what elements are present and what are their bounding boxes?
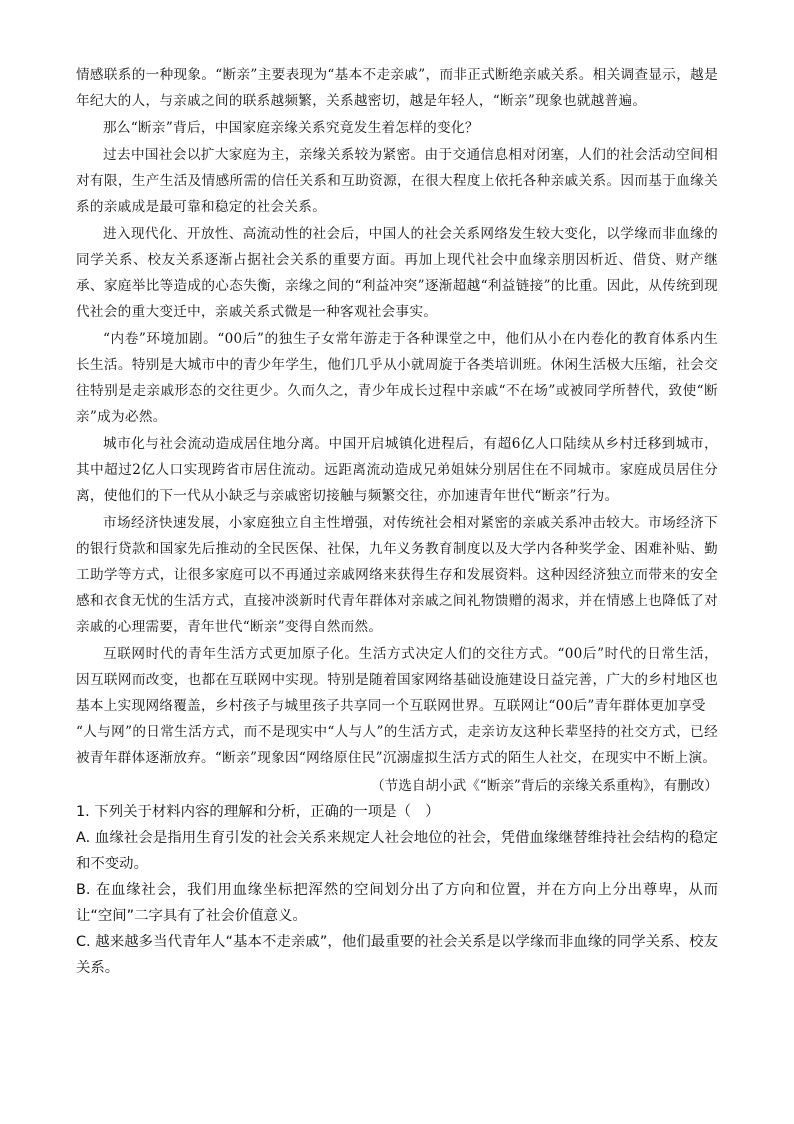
passage-paragraph-9: “人与网”的日常生活方式，而不是现实中“人与人”的生活方式，走亲访友这种长辈坚持的社交方式，已经被青年群体逐渐放弃。“断亲”现象因“网络原住民”沉溺虚拟生活方式的陌生人社交，在现实中不断上演。	[76, 724, 718, 766]
question-option-a: A. 血缘社会是指用生育引发的社会关系来规定人社会地位的社会，凭借血缘继替维持社会结构的稳定和不变动。	[76, 830, 718, 872]
question-stem: 1. 下列关于材料内容的理解和分析，正确的一项是（ ）	[76, 804, 440, 820]
question-block	[76, 799, 718, 981]
passage-paragraph-7: 市场经济快速发展，小家庭独立自主性增强，对传统社会相对紧密的亲戚关系冲击较大。市场经济下的银行贷款和国家先后推动的全民医保、社保，九年义务教育制度以及大学内各种奖学金、困难补贴、勤工助学等方式，让很多家庭可以不再通过亲戚网络来获得生存和发展资料。这种因经济独立而带来的安全感和衣食无忧的生活方式，直接冲淡新时代青年群体对亲戚之间礼物馈赠的渴求，并在情感上也降低了对亲戚的心理需要，青年世代“断亲”变得自然而然。	[76, 515, 718, 635]
passage-source: （节选自胡小武《“断亲”背后的亲缘关系重构》，有删改）	[371, 778, 718, 794]
reading-passage	[76, 62, 718, 799]
passage-paragraph-8: 互联网时代的青年生活方式更加原子化。生活方式决定人们的交往方式。“00后”时代的日常生活，因互联网而改变，也都在互联网中实现。特别是随着国家网络基础设施建设日益完善，广大的乡村地区也基本上实现网络覆盖，乡村孩子与城里孩子共享同一个互联网世界。互联网让“00后”青年群体更加享受	[76, 646, 718, 714]
document-content	[76, 62, 718, 981]
passage-paragraph-5: “内卷”环境加剧。“00后”的独生子女常年游走于各种课堂之中，他们从小在内卷化的教育体系内生长生活。特别是大城市中的青少年学生，他们几乎从小就周旋于各类培训班。休闲生活极大压缩，社会交往特别是走亲戚形态的交往更少。久而久之，青少年成长过程中亲戚“不在场”或被同学所替代，致使“断亲”成为必然。	[76, 331, 718, 425]
passage-paragraph-3: 过去中国社会以扩大家庭为主，亲缘关系较为紧密。由于交通信息相对闭塞，人们的社会活动空间相对有限，生产生活及情感所需的信任关系和互助资源，在很大程度上依托各种亲戚关系。因而基于血缘关系的亲戚成是最可靠和稳定的社会关系。	[76, 147, 718, 215]
question-option-c: C. 越来越多当代青年人“基本不走亲戚”，他们最重要的社会关系是以学缘而非血缘的同学关系、校友关系。	[76, 934, 718, 976]
passage-paragraph-1: 情感联系的一种现象。“断亲”主要表现为“基本不走亲戚”，而非正式断绝亲戚关系。相关调查显示，越是年纪大的人，与亲戚之间的联系越频繁，关系越密切，越是年轻人，“断亲”现象也就越普遍。	[76, 67, 718, 109]
question-option-b: B. 在血缘社会，我们用血缘坐标把浑然的空间划分出了方向和位置，并在方向上分出尊卑，从而让“空间”二字具有了社会价值意义。	[76, 882, 718, 924]
passage-paragraph-2: 那么“断亲”背后，中国家庭亲缘关系究竟发生着怎样的变化？	[103, 120, 479, 136]
passage-paragraph-4: 进入现代化、开放性、高流动性的社会后，中国人的社会关系网络发生较大变化，以学缘而非血缘的同学关系、校友关系逐渐占据社会关系的重要方面。再加上现代社会中血缘亲朋因析近、借贷、财产继承、家庭举比等造成的心态失衡，亲缘之间的“利益冲突”逐渐超越“利益链接”的比重。因此，从传统到现代社会的重大变迁中，亲戚关系式微是一种客观社会事实。	[76, 226, 718, 320]
passage-paragraph-6: 城市化与社会流动造成居住地分离。中国开启城镇化进程后，有超6亿人口陆续从乡村迁移到城市，其中超过2亿人口实现跨省市居住流动。远距离流动造成兄弟姐妹分别居住在不同城市。家庭成员居住分离，使他们的下一代从小缺乏与亲戚密切接触与频繁交往，亦加速青年世代“断亲”行为。	[76, 436, 718, 504]
